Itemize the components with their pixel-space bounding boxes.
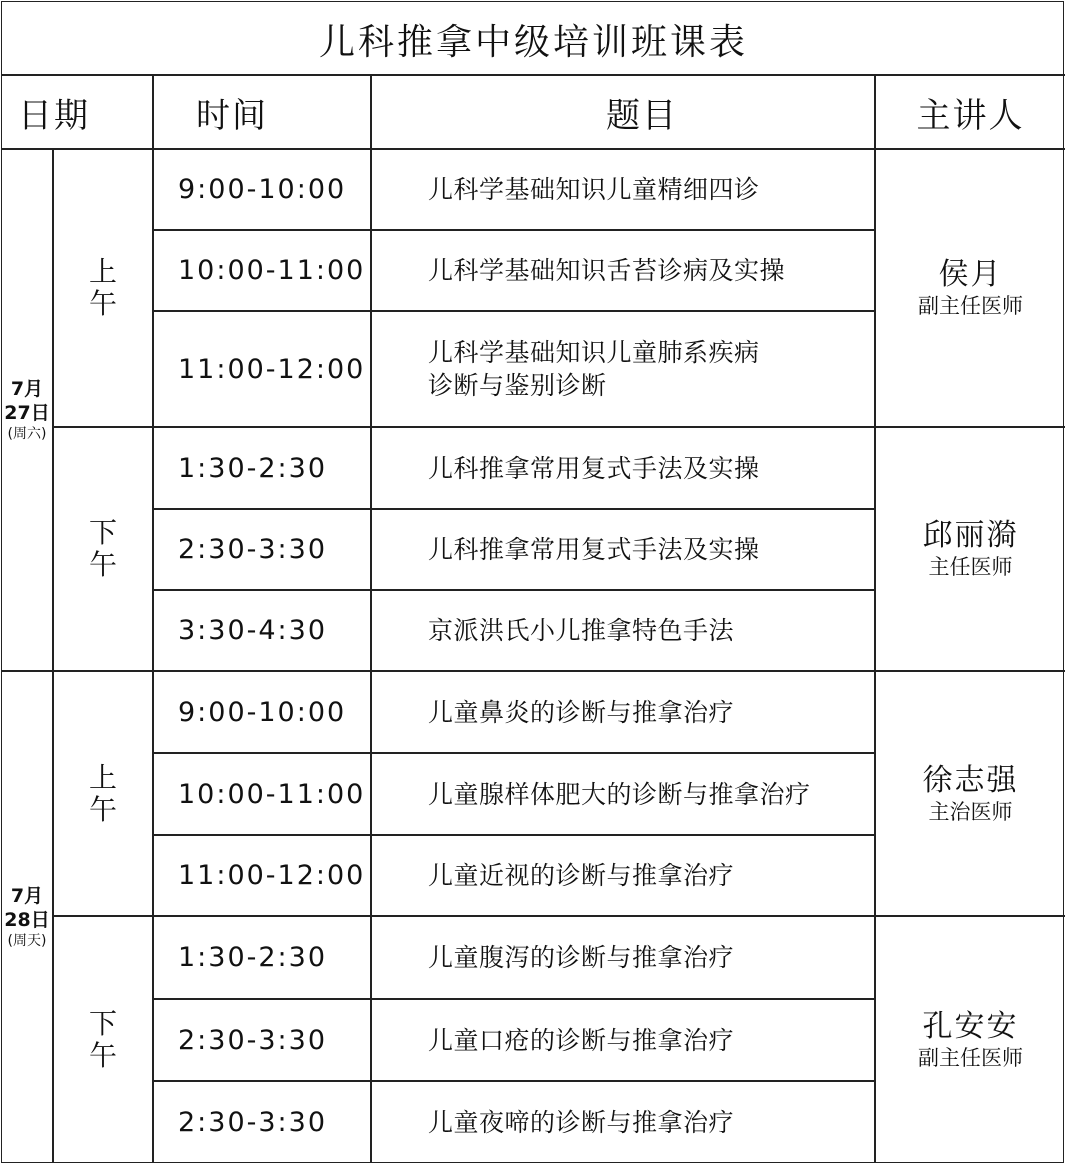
speaker-title: 主治医师 (928, 799, 1013, 824)
period-morning: 上 午 (88, 760, 117, 826)
session-time: 2:30-3:30 (178, 1024, 328, 1056)
speaker-cell (876, 672, 1065, 915)
session-topic: 儿童近视的诊断与推拿治疗 (428, 861, 735, 890)
period-afternoon: 下 午 (88, 1006, 117, 1072)
session-time: 2:30-3:30 (178, 1106, 328, 1138)
session-topic: 儿童腺样体肥大的诊断与推拿治疗 (428, 779, 811, 809)
speaker-name: 侯月 (938, 257, 1003, 292)
session-time: 1:30-2:30 (178, 452, 328, 484)
session-time: 11:00-12:00 (178, 860, 366, 891)
date-month: 7月 (10, 378, 44, 400)
session-topic: 儿科推拿常用复式手法及实操 (428, 535, 760, 564)
speaker-title: 主任医师 (928, 555, 1013, 579)
speaker-name: 孔安安 (922, 1008, 1019, 1044)
session-topic: 儿童口疮的诊断与推拿治疗 (428, 1025, 735, 1055)
session-topic: 儿科学基础知识儿童精细四诊 (428, 175, 760, 204)
session-topic: 儿科学基础知识舌苔诊病及实操 (428, 256, 786, 285)
session-time: 1:30-2:30 (178, 942, 328, 973)
session-time: 2:30-3:30 (178, 534, 328, 565)
session-topic: 儿童夜啼的诊断与推拿治疗 (428, 1107, 735, 1137)
session-time: 3:30-4:30 (178, 615, 328, 646)
speaker-title: 副主任医师 (918, 1045, 1023, 1070)
date-day: 27日 (4, 402, 50, 424)
period-afternoon: 下 午 (88, 516, 117, 581)
session-time: 10:00-11:00 (178, 778, 366, 810)
session-topic: 京派洪氏小儿推拿特色手法 (428, 616, 735, 645)
speaker-cell (876, 917, 1065, 1162)
page-title: 儿科推拿中级培训班课表 (318, 21, 748, 63)
date-weekday: (周六) (7, 426, 47, 442)
speaker-name: 邱丽漪 (922, 518, 1019, 553)
date-cell (2, 150, 52, 670)
session-time: 9:00-10:00 (178, 174, 347, 205)
session-topic: 儿童鼻炎的诊断与推拿治疗 (428, 697, 735, 727)
date-month: 7月 (10, 885, 44, 907)
date-cell (2, 672, 52, 1162)
speaker-cell (876, 428, 1065, 670)
header-date: 日期 (18, 95, 90, 136)
session-topic: 儿科学基础知识儿童肺系疾病 诊断与鉴别诊断 (428, 338, 760, 400)
date-day: 28日 (4, 909, 50, 931)
session-time: 10:00-11:00 (178, 255, 366, 286)
session-topic: 儿童腹泻的诊断与推拿治疗 (428, 943, 735, 972)
session-topic: 儿科推拿常用复式手法及实操 (428, 453, 760, 483)
header-topic: 题目 (606, 95, 678, 136)
session-time: 11:00-12:00 (178, 353, 366, 385)
header-time: 时间 (196, 95, 268, 136)
speaker-title: 副主任医师 (918, 294, 1023, 318)
header-speaker: 主讲人 (916, 95, 1025, 136)
session-time: 9:00-10:00 (178, 696, 347, 728)
speaker-name: 徐志强 (922, 762, 1019, 798)
period-morning: 上 午 (88, 255, 117, 320)
schedule-table (1, 1, 1064, 1163)
speaker-cell (876, 150, 1065, 426)
date-weekday: (周天) (7, 933, 47, 949)
